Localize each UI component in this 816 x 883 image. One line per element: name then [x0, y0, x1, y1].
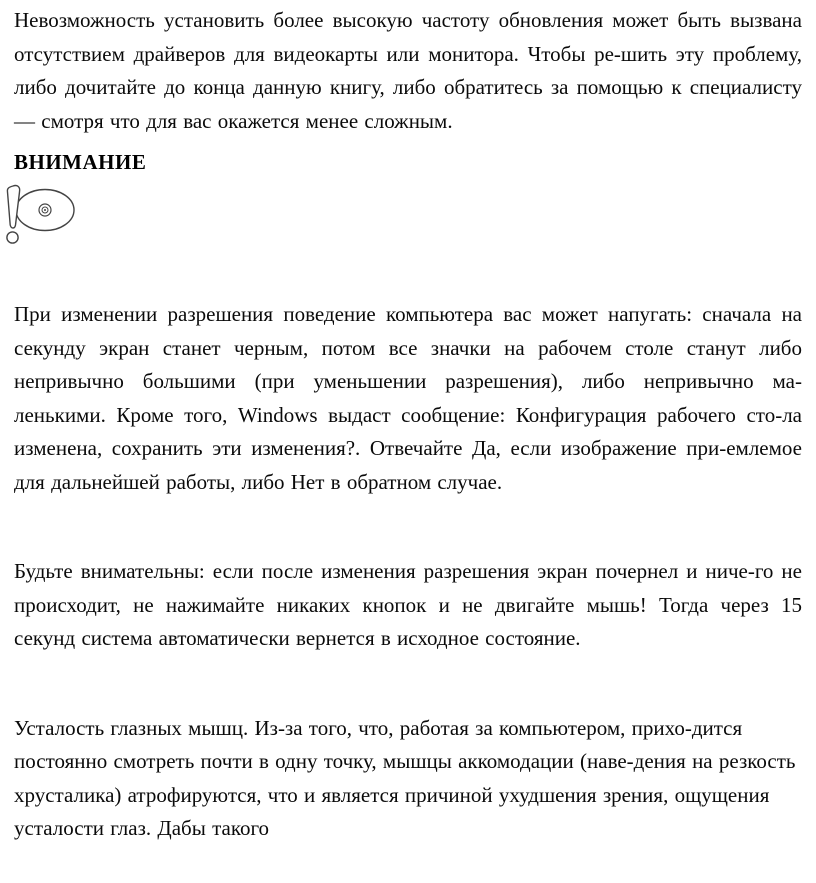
- paragraph-eye-fatigue: Усталость глазных мышц. Из-за того, что, работая за компьютером, прихо-дится постоянно смотреть почти в одну точку, мышцы аккомодации (наве-дения на резкость хрусталика) атрофируются, что и является причиной ухудшения зрения, ощущения усталости глаз. Дабы такого: [14, 715, 796, 840]
- paragraph-refresh-rate: Невозможность установить более высокую частоту обновления может быть вызвана отсутствием драйверов для видеокарты или монитора. Чтобы ре-шить эту проблему, либо дочитайте до конца данную книгу, либо обратитесь за помощью к специалисту — смотря что для вас окажется менее сложным.: [14, 8, 802, 133]
- attention-icon-row: [4, 184, 802, 246]
- attention-heading: ВНИМАНИЕ: [14, 150, 147, 174]
- paragraph-black-screen-warning: Будьте внимательны: если после изменения разрешения экран почернел и ниче-го не происходит, не нажимайте никаких кнопок и не двигайте мышь! Тогда через 15 секунд система автоматически вернется в исходное состояние.: [14, 559, 802, 650]
- paragraph-resolution-change: При изменении разрешения поведение компьютера вас может напугать: сначала на секунду экран станет черным, потом все значки на рабочем столе станут либо непривычно большими (при уменьшении разрешения), либо непривычно ма-ленькими. Кроме того, Windows выдаст сообщение: Конфигурация рабочего сто-ла изменена, сохранить эти изменения?. Отвечайте Да, если изображение при-емлемое для дальнейшей работы, либо Нет в обратном случае.: [14, 302, 802, 494]
- attention-disc-icon: [4, 184, 802, 246]
